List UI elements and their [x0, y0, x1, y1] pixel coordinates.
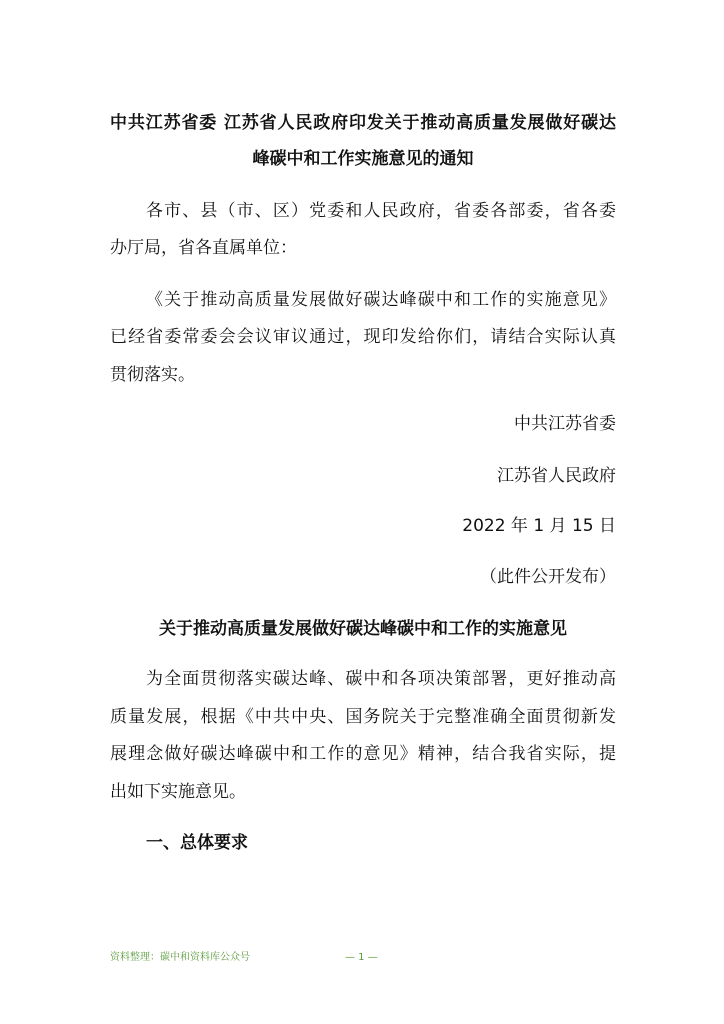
notice-title-line-2: 峰碳中和工作实施意见的通知	[252, 149, 474, 169]
publication-note: （此件公开发布）	[480, 567, 616, 587]
opinion-title: 关于推动高质量发展做好碳达峰碳中和工作的实施意见	[159, 619, 567, 639]
signature-government: 江苏省人民政府	[497, 466, 616, 486]
salutation-line-1: 各市、县（市、区）党委和人民政府，省委各部委，省各委	[146, 201, 616, 221]
footer-source: 资料整理：碳中和资料库公众号	[110, 952, 250, 963]
opinion-intro-line-3: 展理念做好碳达峰碳中和工作的意见》精神，结合我省实际，提	[110, 744, 616, 764]
opinion-intro-line-1: 为全面贯彻落实碳达峰、碳中和各项决策部署，更好推动高	[146, 669, 616, 689]
notice-body-line-1: 《关于推动高质量发展做好碳达峰碳中和工作的实施意见》	[146, 290, 616, 310]
signature-party-committee: 中共江苏省委	[514, 414, 616, 434]
notice-body-line-2: 已经省委常委会会议审议通过，现印发给你们，请结合实际认真	[110, 327, 616, 347]
notice-title-line-1: 中共江苏省委 江苏省人民政府印发关于推动高质量发展做好碳达	[110, 113, 616, 133]
opinion-intro-line-4: 出如下实施意见。	[110, 782, 246, 802]
opinion-intro-line-2: 质量发展，根据《中共中央、国务院关于完整准确全面贯彻新发	[110, 707, 616, 727]
issue-date: 2022 年 1 月 15 日	[462, 516, 616, 536]
salutation-line-2: 办厅局，省各直属单位：	[110, 238, 297, 258]
notice-body-line-3: 贯彻落实。	[110, 365, 195, 385]
footer-page-number: — 1 —	[345, 952, 378, 963]
section-heading-general-requirements: 一、总体要求	[146, 833, 248, 853]
